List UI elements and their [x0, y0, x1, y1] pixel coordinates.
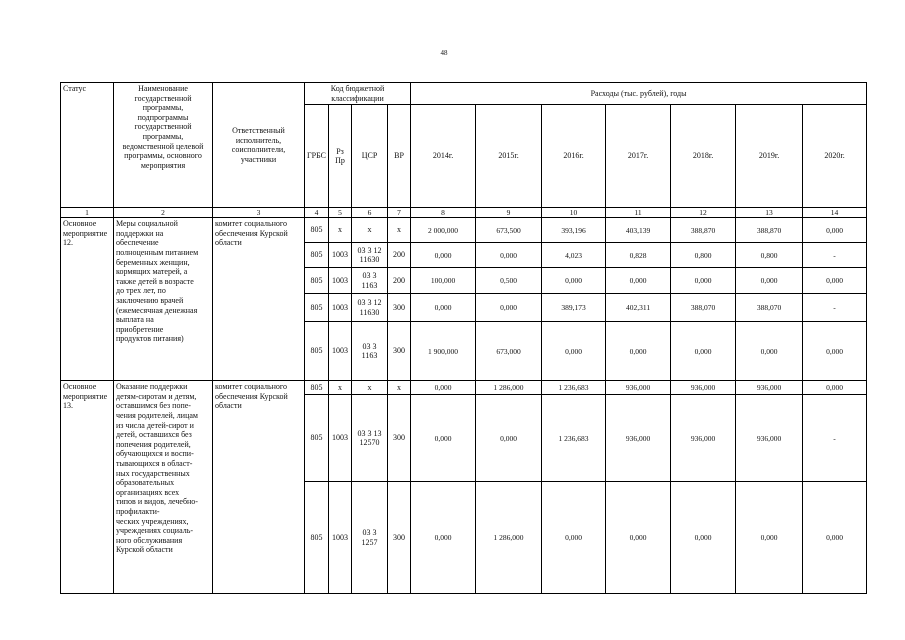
column-number: 3	[213, 208, 305, 218]
value-cell: 0,000	[736, 268, 803, 294]
value-cell: -	[803, 243, 867, 268]
grbs-cell: 805	[305, 294, 329, 322]
value-cell: 0,000	[542, 322, 606, 381]
column-number-row	[61, 208, 867, 218]
value-cell: 936,000	[736, 381, 803, 395]
value-cell: 0,000	[411, 243, 476, 268]
value-cell: 0,000	[736, 482, 803, 594]
rzpr-cell: х	[329, 218, 352, 243]
rzpr-cell: 1003	[329, 482, 352, 594]
value-cell: 388,870	[671, 218, 736, 243]
header-year: 2017г.	[606, 105, 671, 208]
measure-name: Оказание поддержки детям-сиротам и детям, оставшимся без попе- чения родителей, лицам из числа детей-сирот и детей, оставшихся без попечения родителей, обучающихся и воспи- тывающихся в област- ных государственных образовательных организациях всех типов и видов, лечебно- профилакти- ческих учреждениях, учреждениях социаль- ного обслуживания Курской области	[114, 381, 213, 594]
header-executor: Ответственный исполнитель, соисполнители, участники	[213, 83, 305, 208]
value-cell: 0,000	[542, 482, 606, 594]
value-cell: 0,000	[606, 482, 671, 594]
csr-cell: х	[352, 218, 388, 243]
value-cell: 936,000	[736, 395, 803, 482]
header-year: 2020г.	[803, 105, 867, 208]
value-cell: -	[803, 395, 867, 482]
budget-table	[60, 82, 867, 594]
page-number: 48	[440, 49, 448, 57]
header-rzpr: Рз Пр	[329, 105, 352, 208]
measure-status: Основное мероприятие 12.	[61, 218, 114, 381]
vr-cell: 300	[388, 395, 411, 482]
rzpr-cell: 1003	[329, 395, 352, 482]
header-status: Статус	[61, 83, 114, 208]
header-expenses: Расходы (тыс. рублей), годы	[411, 83, 867, 105]
vr-cell: х	[388, 218, 411, 243]
grbs-cell: 805	[305, 395, 329, 482]
value-cell: 388,070	[736, 294, 803, 322]
header-year: 2016г.	[542, 105, 606, 208]
value-cell: 936,000	[671, 395, 736, 482]
vr-cell: 300	[388, 482, 411, 594]
table-row	[61, 218, 867, 243]
vr-cell: 200	[388, 243, 411, 268]
value-cell: 1 236,683	[542, 381, 606, 395]
value-cell: 389,173	[542, 294, 606, 322]
value-cell: 4,023	[542, 243, 606, 268]
value-cell: 1 286,000	[476, 482, 542, 594]
rzpr-cell: 1003	[329, 243, 352, 268]
column-number: 8	[411, 208, 476, 218]
grbs-cell: 805	[305, 268, 329, 294]
value-cell: 0,000	[411, 381, 476, 395]
grbs-cell: 805	[305, 243, 329, 268]
value-cell: 936,000	[671, 381, 736, 395]
value-cell: 402,311	[606, 294, 671, 322]
measure-executor: комитет социального обеспечения Курской области	[213, 218, 305, 381]
value-cell: 0,000	[606, 322, 671, 381]
header-year: 2015г.	[476, 105, 542, 208]
value-cell: 0,000	[803, 381, 867, 395]
header-year: 2019г.	[736, 105, 803, 208]
column-number: 13	[736, 208, 803, 218]
value-cell: 0,000	[411, 482, 476, 594]
value-cell: 100,000	[411, 268, 476, 294]
value-cell: 2 000,000	[411, 218, 476, 243]
column-number: 5	[329, 208, 352, 218]
value-cell: 0,000	[411, 395, 476, 482]
header-name: Наименование государственной программы, подпрограммы государственной программы, ведомственной целевой программы, основного мероприятия	[114, 83, 213, 208]
value-cell: 0,000	[476, 243, 542, 268]
value-cell: 0,000	[671, 322, 736, 381]
csr-cell: 03 3 13 12570	[352, 395, 388, 482]
column-number: 14	[803, 208, 867, 218]
header-grbs: ГРБС	[305, 105, 329, 208]
value-cell: 393,196	[542, 218, 606, 243]
value-cell: 388,070	[671, 294, 736, 322]
column-number: 4	[305, 208, 329, 218]
column-number: 2	[114, 208, 213, 218]
header-year: 2018г.	[671, 105, 736, 208]
value-cell: 673,500	[476, 218, 542, 243]
value-cell: 0,000	[803, 322, 867, 381]
column-number: 11	[606, 208, 671, 218]
value-cell: 0,000	[671, 482, 736, 594]
vr-cell: х	[388, 381, 411, 395]
value-cell: 0,800	[671, 243, 736, 268]
value-cell: -	[803, 294, 867, 322]
csr-cell: х	[352, 381, 388, 395]
value-cell: 0,000	[542, 268, 606, 294]
rzpr-cell: х	[329, 381, 352, 395]
value-cell: 0,000	[411, 294, 476, 322]
header-budget-code: Код бюджетной классификации	[305, 83, 411, 105]
value-cell: 0,000	[803, 218, 867, 243]
value-cell: 388,870	[736, 218, 803, 243]
grbs-cell: 805	[305, 218, 329, 243]
value-cell: 0,000	[736, 322, 803, 381]
column-number: 9	[476, 208, 542, 218]
csr-cell: 03 3 1163	[352, 268, 388, 294]
column-number: 1	[61, 208, 114, 218]
header-row-1	[61, 83, 867, 105]
value-cell: 936,000	[606, 395, 671, 482]
csr-cell: 03 3 12 11630	[352, 243, 388, 268]
grbs-cell: 805	[305, 482, 329, 594]
measure-executor: комитет социального обеспечения Курской области	[213, 381, 305, 594]
vr-cell: 200	[388, 268, 411, 294]
header-vr: ВР	[388, 105, 411, 208]
value-cell: 0,000	[476, 294, 542, 322]
value-cell: 1 236,683	[542, 395, 606, 482]
value-cell: 0,000	[803, 482, 867, 594]
value-cell: 0,828	[606, 243, 671, 268]
table-row	[61, 381, 867, 395]
column-number: 6	[352, 208, 388, 218]
value-cell: 403,139	[606, 218, 671, 243]
grbs-cell: 805	[305, 322, 329, 381]
value-cell: 673,000	[476, 322, 542, 381]
column-number: 10	[542, 208, 606, 218]
csr-cell: 03 3 1163	[352, 322, 388, 381]
value-cell: 0,000	[803, 268, 867, 294]
rzpr-cell: 1003	[329, 268, 352, 294]
header-csr: ЦСР	[352, 105, 388, 208]
value-cell: 0,000	[606, 268, 671, 294]
value-cell: 1 286,000	[476, 381, 542, 395]
column-number: 7	[388, 208, 411, 218]
value-cell: 0,800	[736, 243, 803, 268]
grbs-cell: 805	[305, 381, 329, 395]
value-cell: 1 900,000	[411, 322, 476, 381]
rzpr-cell: 1003	[329, 322, 352, 381]
measure-name: Меры социальной поддержки на обеспечение полноценным питанием беременных женщин, кормящих матерей, а также детей в возрасте до трех лет, по заключению врачей (ежемесячная денежная выплата на приобретение продуктов питания)	[114, 218, 213, 381]
value-cell: 0,000	[476, 395, 542, 482]
value-cell: 936,000	[606, 381, 671, 395]
csr-cell: 03 3 12 11630	[352, 294, 388, 322]
csr-cell: 03 3 1257	[352, 482, 388, 594]
value-cell: 0,500	[476, 268, 542, 294]
column-number: 12	[671, 208, 736, 218]
vr-cell: 300	[388, 322, 411, 381]
value-cell: 0,000	[671, 268, 736, 294]
vr-cell: 300	[388, 294, 411, 322]
rzpr-cell: 1003	[329, 294, 352, 322]
header-year: 2014г.	[411, 105, 476, 208]
measure-status: Основное мероприятие 13.	[61, 381, 114, 594]
